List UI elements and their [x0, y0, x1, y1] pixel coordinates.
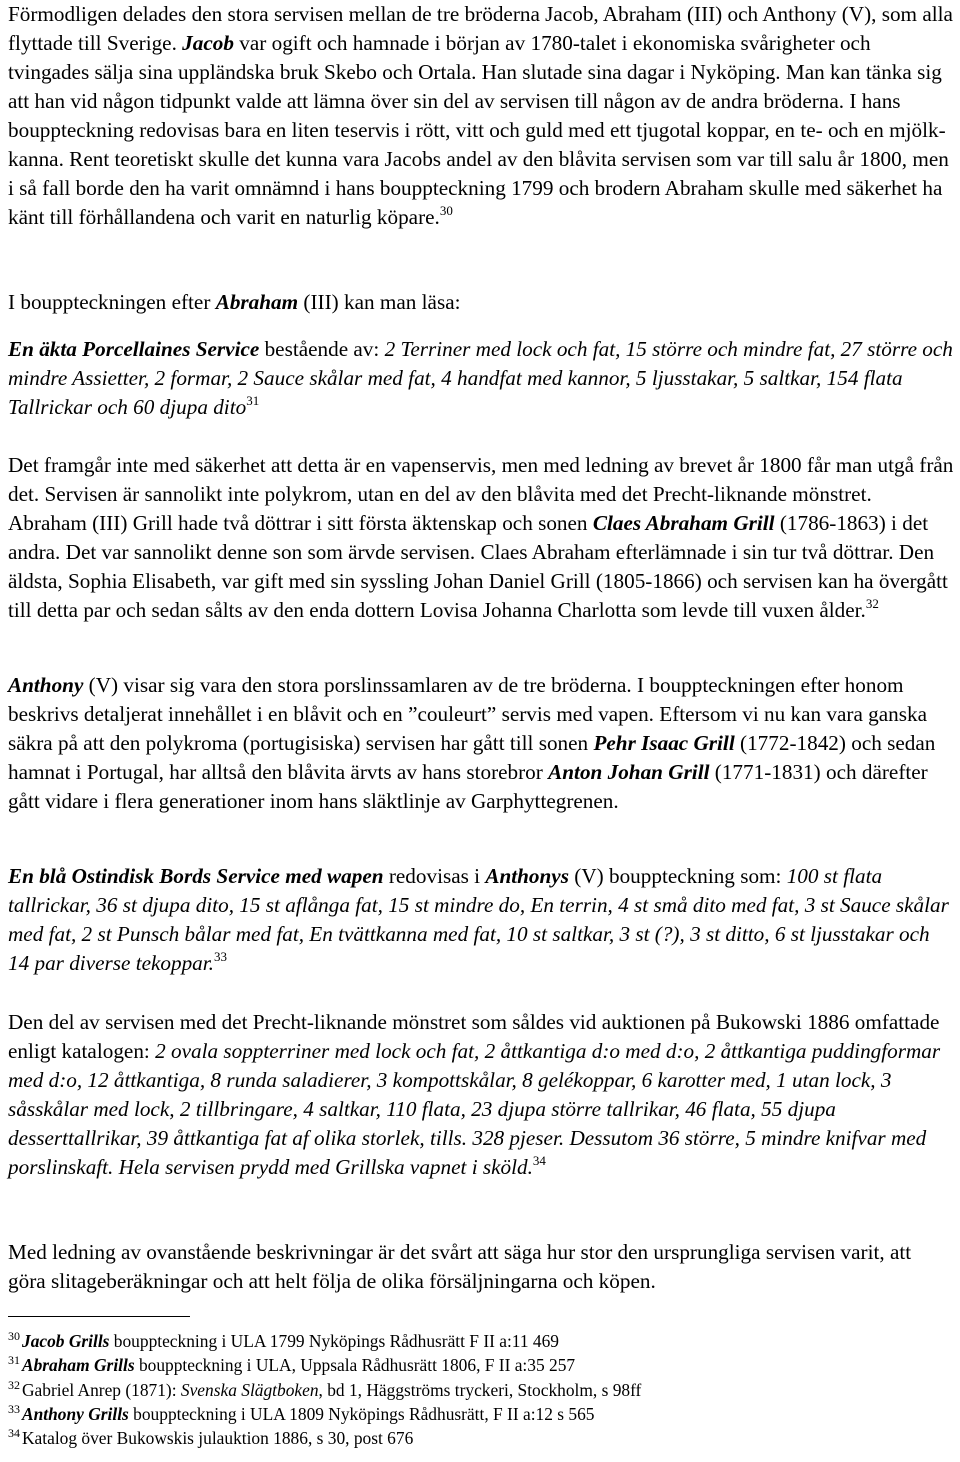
name-jacob: Jacob [182, 31, 234, 55]
footnote-book-title: Svenska Slägtboken [180, 1379, 319, 1400]
footnote-33 [8, 1402, 954, 1426]
paragraph-abraham-inventory [8, 335, 954, 422]
text-run: (1771-1831) och därefter gått vidare i flera generationer inom hans släktlinje av Garphyttegrenen. [8, 760, 928, 813]
name-anthonys: Anthonys [485, 864, 569, 888]
footnote-number: 34 [8, 1426, 20, 1441]
paragraph-text [8, 1008, 954, 1182]
footnote-text: , bd 1, Häggströms tryckeri, Stockholm, s 98ff [318, 1379, 642, 1400]
footnote-ref[interactable]: 34 [532, 1153, 546, 1168]
service-title: En blå Ostindisk Bords Service med wapen [8, 864, 384, 888]
text-run: (1772-1842) och sedan hamnat i Portugal, har alltså den blåvita ärvts av hans storebror [8, 731, 936, 784]
text-run: var ogift och hamnade i början av 1780-talet i ekonomiska svårigheter och tvingades sälja sina uppländska bruk Skebo och Ortala. Han slutade sina dagar i Nyköping. Man kan tänka sig att han vid någon tidpunkt valde att lämna över sin del av servisen till någon av de andra bröderna. I hans bouppteckning redovisas bara en liten teservis i rött, vitt och guld med ett tjugotal koppar, en te- och en mjölk-kanna. Rent teoretiskt skulle det kunna vara Jacobs andel av den blåvita servisen som var till salu år 1800, men i så fall borde den ha varit omnämnd i hans bouppteckning 1799 och brodern Abraham skulle med säkerhet ha känt till förhållandena och varit en naturlig köpare. [8, 31, 949, 229]
footnote-ref[interactable]: 30 [439, 203, 453, 218]
footnotes [8, 1329, 954, 1450]
text-run: (V) bouppteckning som: [568, 864, 787, 888]
footnote-32 [8, 1378, 954, 1402]
paragraph-text [8, 862, 954, 978]
paragraph-provenance [8, 451, 954, 625]
paragraph-text [8, 671, 954, 816]
paragraph-text [8, 288, 954, 317]
text-run: Den del av servisen med det Precht-liknande mönstret som såldes vid auktionen på Bukowski 1886 omfattade enligt katalogen: [8, 1010, 940, 1063]
paragraph-jacob [8, 0, 954, 232]
footnote-text: bouppteckning i ULA, Uppsala Rådhusrätt 1806, F II a:35 257 [134, 1355, 576, 1376]
paragraph-text [8, 451, 954, 625]
paragraph-text [8, 335, 954, 422]
footnote-34 [8, 1426, 954, 1450]
footnote-name: Abraham Grills [22, 1355, 135, 1376]
paragraph-abraham-intro [8, 288, 954, 317]
footnote-number: 31 [8, 1353, 20, 1368]
footnote-ref[interactable]: 33 [213, 949, 227, 964]
text-run: (V) visar sig vara den stora porslinssamlaren av de tre bröderna. I bouppteckningen efter honom beskrivs detaljerat innehållet i en blåvit och en ”couleurt” servis med vapen. Eftersom vi nu kan vara ganska säkra på att den polykroma (portugisiska) servisen har gått till sonen [8, 673, 927, 755]
name-pehr-isaac: Pehr Isaac Grill [593, 731, 735, 755]
footnote-text: Katalog över Bukowskis julauktion 1886, s 30, post 676 [22, 1428, 414, 1449]
text-run: (1786-1863) i det andra. Det var sannolikt denne son som ärvde servisen. Claes Abraham efterlämnade i sin tur två döttrar. Den äldsta, Sophia Elisabeth, var gift med sin syssling Johan Daniel Grill (1805-1866) och servisen kan ha övergått till detta par och sedan sålts av den enda dottern Lovisa Johanna Charlotta som levde till vuxen ålder. [8, 511, 948, 622]
footnote-number: 30 [8, 1329, 20, 1343]
text-run: Det framgår inte med säkerhet att detta är en vapenservis, men med ledning av brevet år 1800 får man utgå från det. Servisen är sannolikt inte polykrom, utan en del av den blåvita med det Precht-liknande mönstret. Abraham (III) Grill hade två döttrar i sitt första äktenskap och sonen [8, 453, 954, 535]
footnote-text: bouppteckning i ULA 1799 Nyköpings Rådhusrätt F II a:11 469 [109, 1331, 559, 1351]
footnote-separator [8, 1316, 190, 1317]
text-run: (III) kan man läsa: [298, 290, 461, 314]
catalog-list: 2 ovala soppterriner med lock och fat, 2 åttkantiga d:o med d:o, 2 åttkantiga puddingformar med d:o, 12 åttkantiga, 8 runda saladierer, 3 kompottskålar, 8 gelékoppar, 6 karotter med, 1 utan lock, 3 såsskålar med lock, 2 tillbringare, 4 saltkar, 110 flata, 23 djupa större tallrikar, 46 flata, 55 djupa desserttallrikar, 39 åttkantiga fat af olika storlek, tills. 328 pjeser. Dessutom 36 större, 5 mindre knifvar med porslinskaft. Hela servisen prydd med Grillska vapnet i sköld. [8, 1039, 941, 1179]
text-run: bestående av: [259, 337, 385, 361]
service-title: En äkta Porcellaines Service [8, 337, 260, 361]
footnote-31 [8, 1353, 954, 1377]
text-run: I bouppteckningen efter [8, 290, 216, 314]
paragraph-text: Med ledning av ovanstående beskrivningar är det svårt att säga hur stor den ursprungliga servisen varit, att göra slitageberäkningar och att helt följa de olika försäljningarna och köpen. [8, 1240, 912, 1293]
name-anton-johan: Anton Johan Grill [548, 760, 710, 784]
footnote-text: bouppteckning i ULA 1809 Nyköpings Rådhusrätt, F II a:12 s 565 [128, 1403, 595, 1424]
paragraph-blue-service [8, 862, 954, 978]
inventory-list: 100 st flata tallrickar, 36 st djupa dito, 15 st aflånga fat, 15 st mindre do, En terrin, 4 st små dito med fat, 3 st Sauce skålar med fat, 2 st Punsch bålar med fat, En tvättkanna med fat, 10 st saltkar, 3 st (?), 3 st ditto, 6 st ljusstakar och 14 par diverse tekoppar. [8, 864, 949, 975]
footnote-30 [8, 1329, 954, 1353]
paragraph-anthony [8, 671, 954, 816]
footnote-name: Anthony Grills [22, 1403, 129, 1424]
footnote-number: 33 [8, 1401, 20, 1416]
footnote-number: 32 [8, 1377, 20, 1392]
paragraph-bukowski [8, 1008, 954, 1182]
paragraph-conclusion [8, 1238, 954, 1296]
text-run: redovisas i [383, 864, 486, 888]
paragraph-text [8, 0, 954, 232]
name-abraham: Abraham [215, 290, 299, 314]
name-anthony: Anthony [8, 673, 84, 697]
footnote-text: Gabriel Anrep (1871): [22, 1379, 181, 1400]
footnote-ref[interactable]: 31 [246, 393, 260, 408]
name-claes-abraham: Claes Abraham Grill [592, 511, 775, 535]
footnote-ref[interactable]: 32 [865, 596, 879, 611]
text-run: Förmodligen delades den stora servisen mellan de tre bröderna Jacob, Abraham (III) och Anthony (V), som alla flyttade till Sverige. [8, 2, 953, 55]
footnote-name: Jacob Grills [22, 1331, 110, 1351]
inventory-list: 2 Terriner med lock och fat, 15 större och mindre fat, 27 större och mindre Assietter, 2 formar, 2 Sauce skålar med fat, 4 handfat med kannor, 5 ljusstakar, 5 saltkar, 154 flata Tallrickar och 60 djupa dito [8, 337, 953, 419]
